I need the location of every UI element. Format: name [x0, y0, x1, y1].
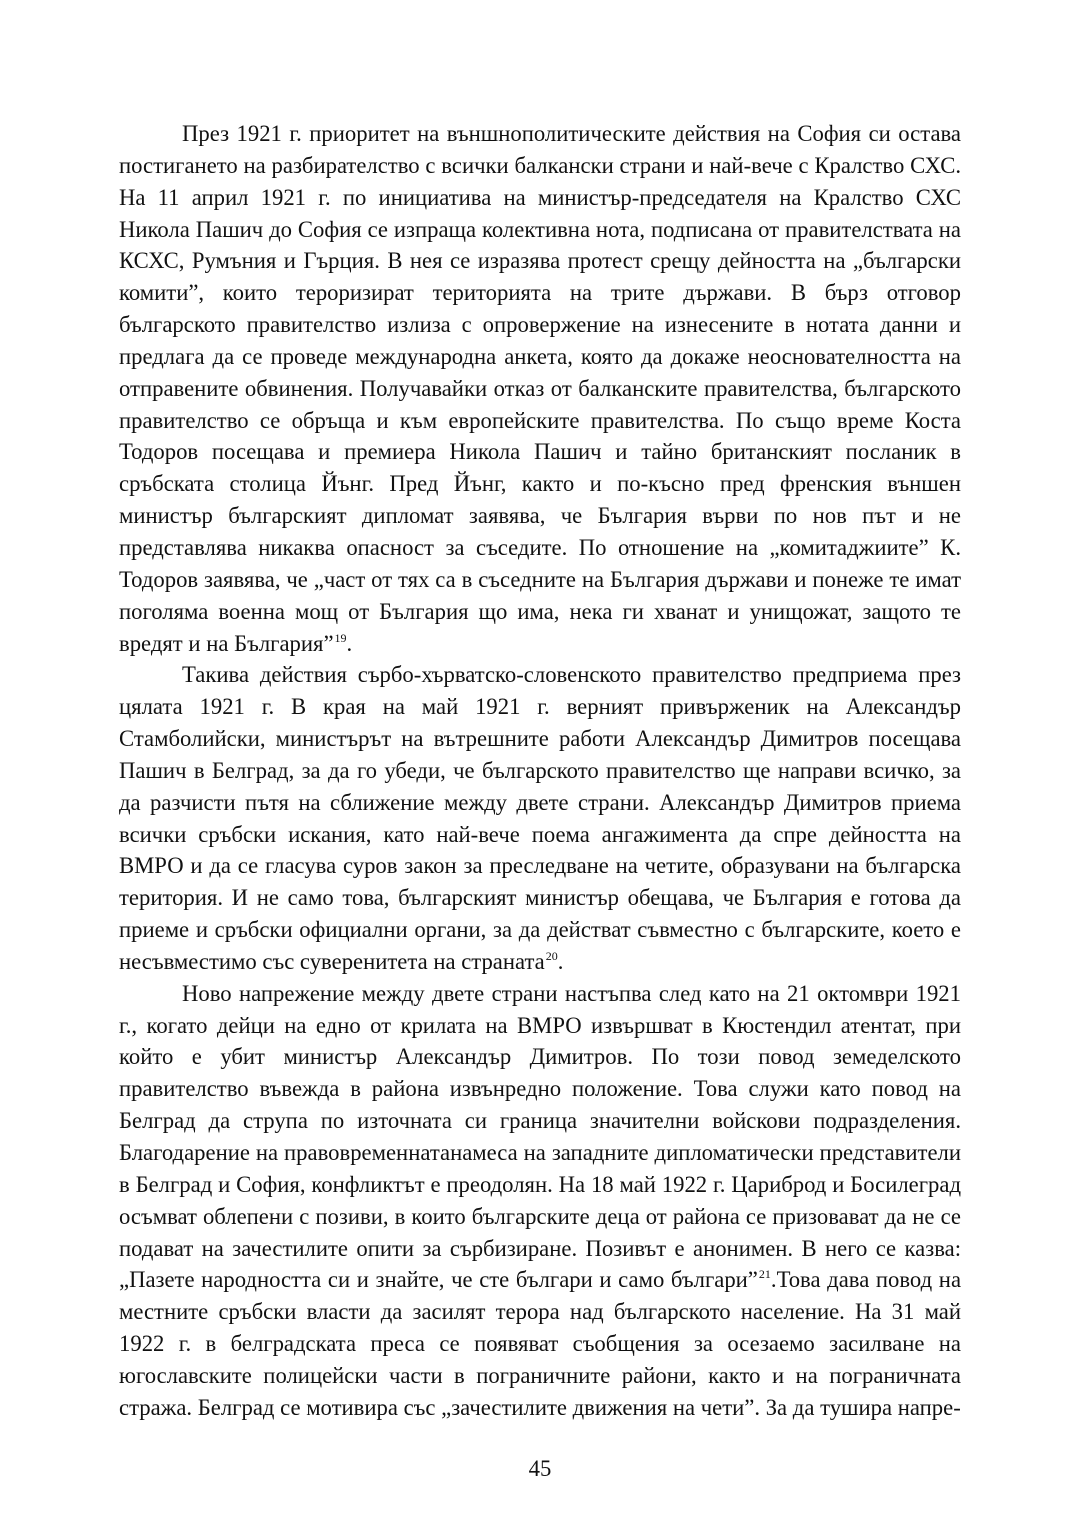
paragraph-2-text: Такива действия сърбо-хърватско-словенското правителство предприема през цялата 1921 г. В края на май 1921 г. верният привърженик на Александър Стамболийски, министърът на вътрешните работи Александър Димитров посещава Пашич в Белград, за да го убеди, че българското правителство ще направи всичко, за да разчисти пътя на сближение между двете страни. Александър Димитров приема всички сръбски искания, като най-вече поема ангажимента да спре дейността на ВМРО и да се гласува суров закон за преследване на четите, образувани на българска територия. И не само това, българският министър обещава, че България е готова да приеме и сръбски официални органи, за да действат съвместно с българските, което е несъвместимо със суверенитета на страната [119, 662, 961, 974]
footnote-ref-20[interactable]: 20 [545, 948, 558, 963]
page-number: 45 [528, 1456, 552, 1481]
paragraph-1-text: През 1921 г. приоритет на външнополитическите действия на София си остава постигането на разбирателство с всички балкански страни и най-вече с Кралство СХС. На 11 април 1921 г. по инициатива на министър-председателя на Кралство СХС Никола Пашич до София се изпраща колективна нота, подписана от правителствата на КСХС, Румъния и Гърция. В нея се изразява протест срещу дейността на „български комити”, които тероризират територията на трите държави. В бърз отговор българското правителство излиза с опровержение на изнесените в нотата данни и предлага да се проведе международна анкета, която да докаже неоснователността на отправените обвинения. Получавайки отказ от балканските правителства, българското правителство се обръща и към европейските правителства. По също време Коста Тодоров посещава и премиера Никола Пашич и тайно британският посланик в сръбската столица Йънг. Пред Йънг, както и по-късно пред френския външен министър българският дипломат заявява, че България върви по нов път и не представлява никаква опасност за съседите. По отношение на „комитаджиите” К. Тодоров заявява, че „част от тях са в съседните на България държави и понеже те имат поголяма военна мощ от България що има, нека ги хванат и унищожат, защото те вредят и на България” [119, 121, 961, 656]
paragraph-2 [119, 659, 961, 977]
footnote-ref-19[interactable]: 19 [334, 630, 347, 645]
paragraph-1 [119, 118, 961, 659]
document-page [119, 118, 961, 1518]
paragraph-2-tail: . [557, 948, 564, 974]
paragraph-1-tail: . [346, 630, 353, 656]
paragraph-3 [119, 978, 961, 1424]
footnote-ref-21[interactable]: 21 [758, 1267, 771, 1282]
paragraph-3-tail: .Това дава повод на местните сръбски власти да засилят терора над българското население. На 31 май 1922 г. в белградската преса се появяват съобщения за осезаемо засилване на югославските полицейски части в пограничните райони, както и на пограничната стража. Белград се мотивира със „зачестилите движения на чети”. За да тушира напре- [119, 1267, 962, 1420]
body-text [119, 118, 961, 1424]
paragraph-3-text: Ново напрежение между двете страни настъпва след като на 21 октомври 1921 г., когато дейци на едно от крилата на ВМРО извършват в Кюстендил атентат, при който е убит министър Александър Димитров. По този повод земеделското правителство въвежда в района извънредно положение. Това служи като повод на Белград да струпа по източната си граница значителни войскови подразделения. Благодарение на правовременнатанамеса на западните дипломатически представители в Белград и София, конфликтът е преодолян. На 18 май 1922 г. Цариброд и Босилеград осъмват облепени с позиви, в които българските деца от района се призовават да не се подават на зачестилите опити за сърбизиране. Позивът е анонимен. В него се казва: „Пазете народността си и знайте, че сте българи и само българи” [119, 980, 961, 1293]
